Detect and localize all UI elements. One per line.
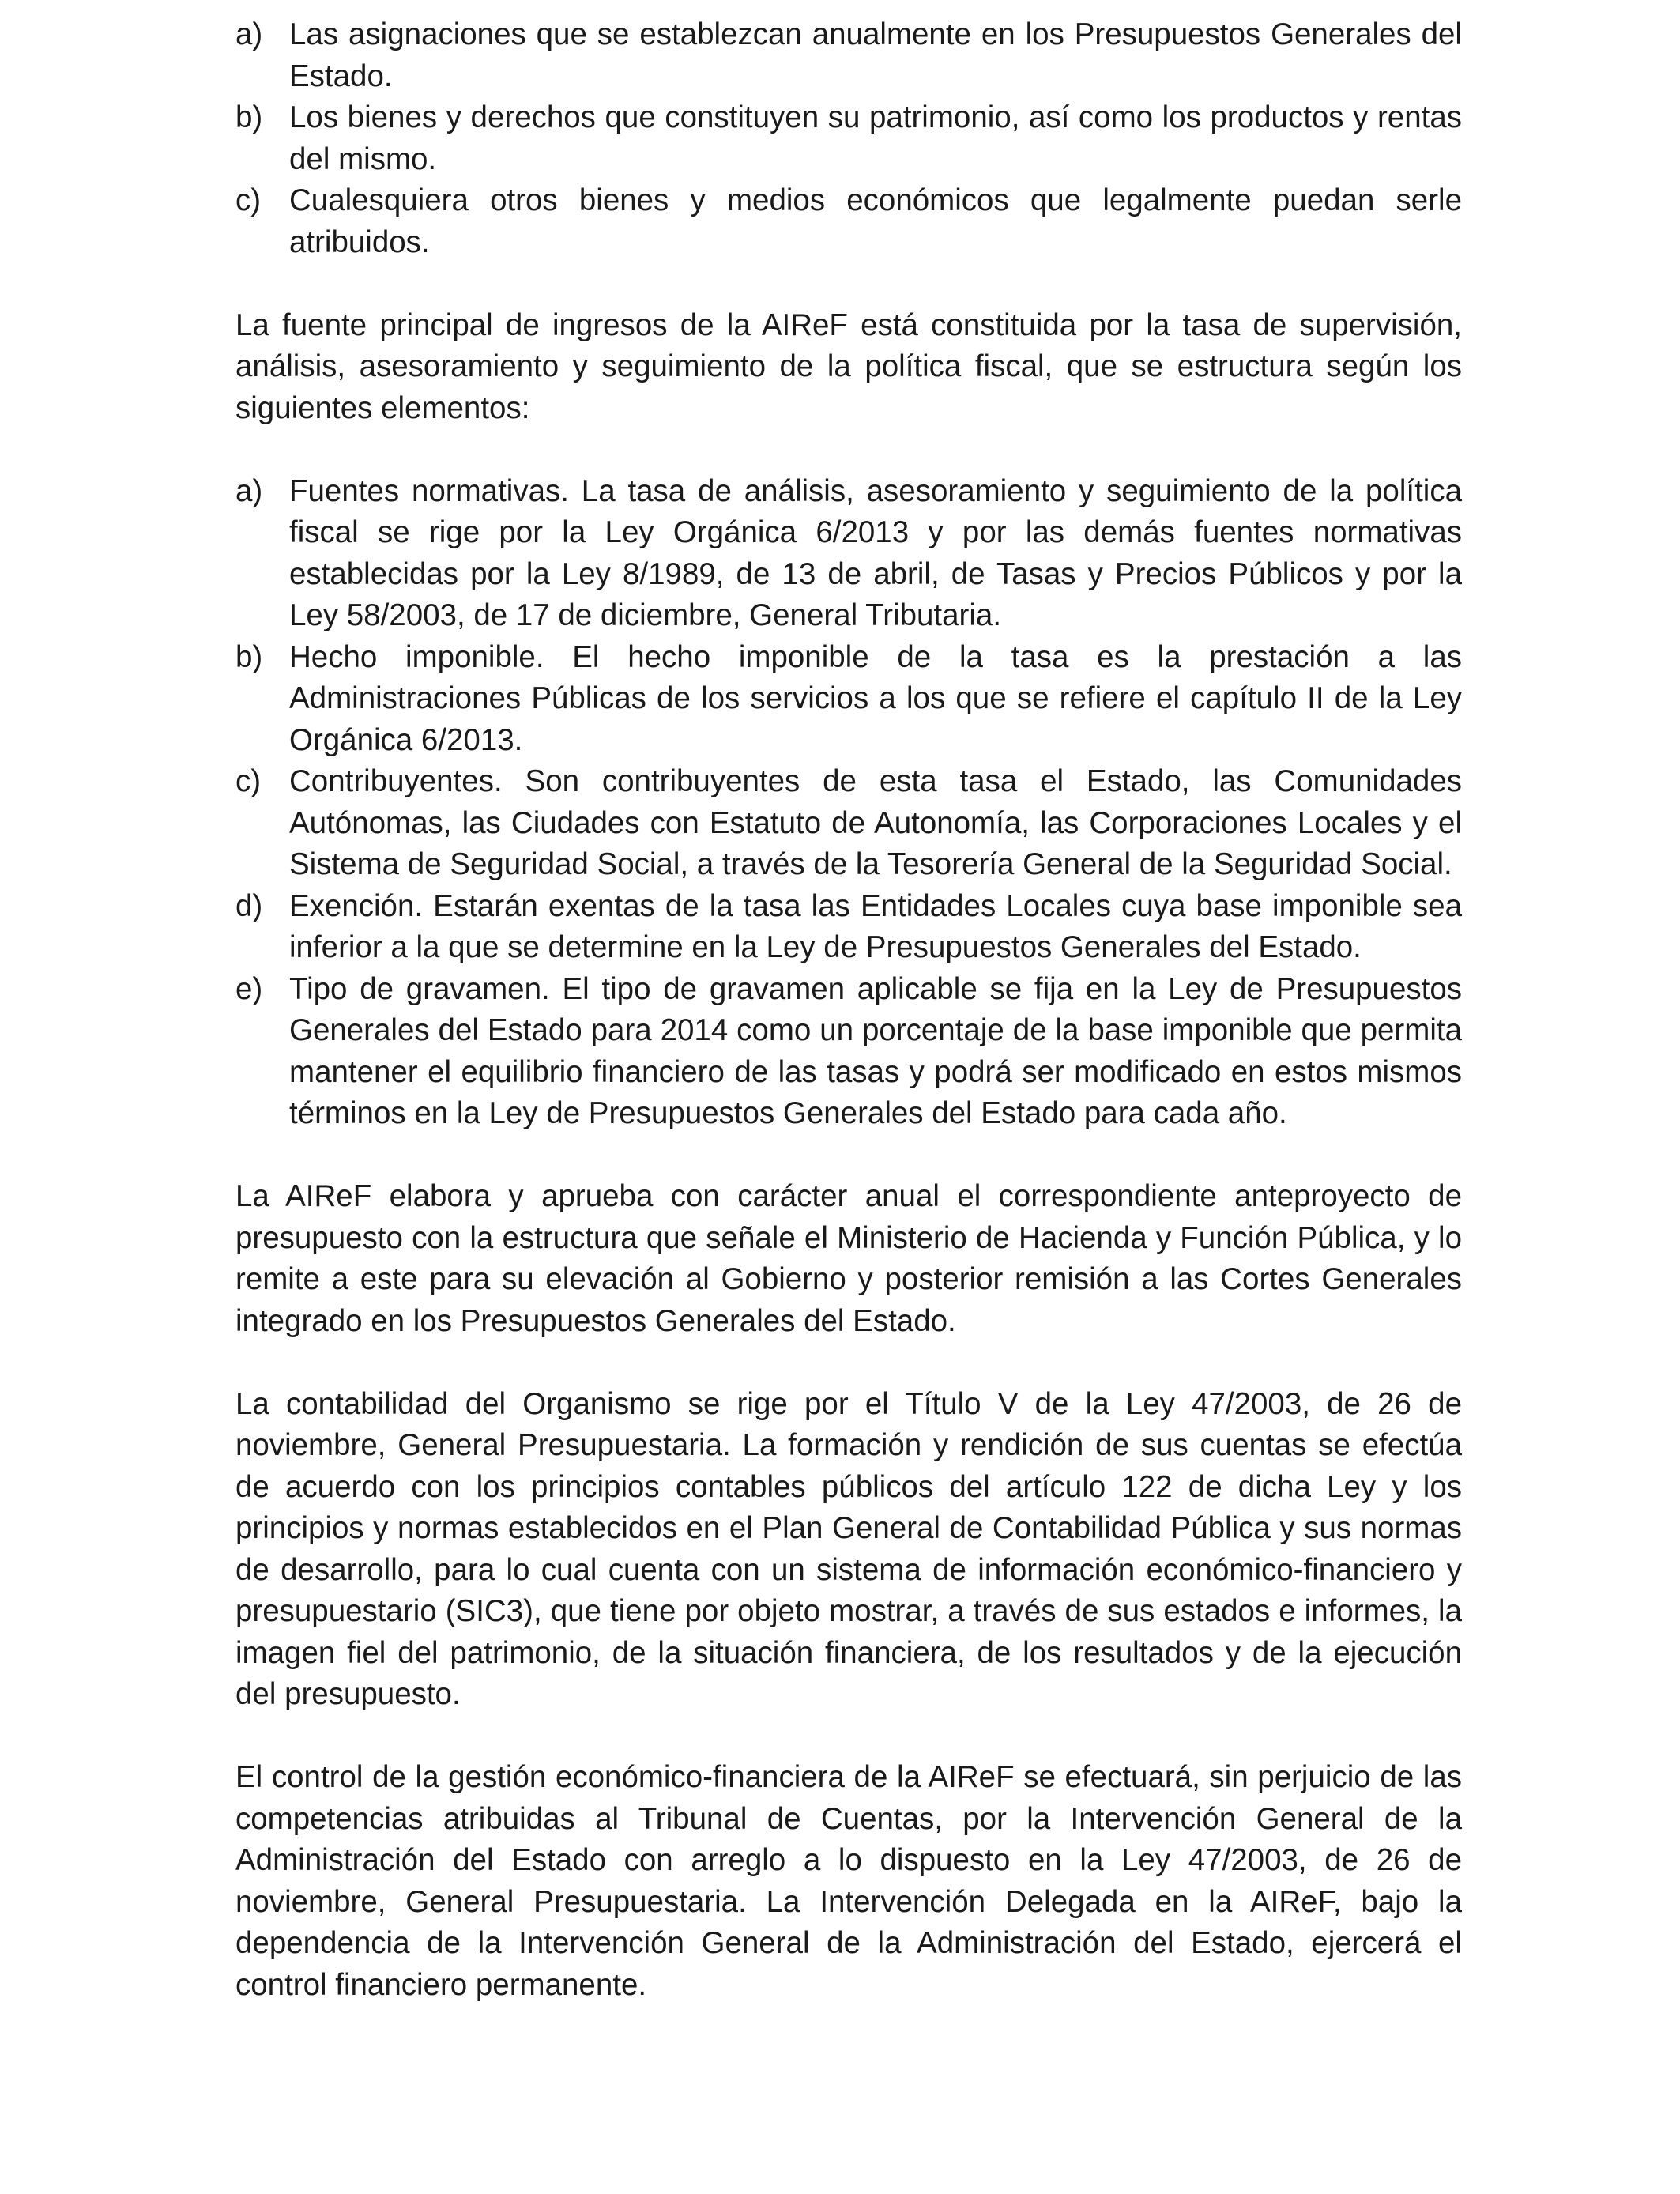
- list-item-text: Las asignaciones que se establezcan anualmente en los Presupuestos Generales del Estado.: [289, 17, 1462, 93]
- income-paragraph: La fuente principal de ingresos de la AIReF está constituida por la tasa de supervisión, análisis, asesoramiento y seguimiento de la política fiscal, que se estructura según los siguientes elementos:: [235, 307, 1462, 425]
- list-marker: d): [235, 888, 263, 923]
- list-item: [235, 180, 1462, 263]
- list-item: [235, 969, 1462, 1135]
- list-item: [235, 637, 1462, 762]
- list-item-text: Tipo de gravamen. El tipo de gravamen aplicable se fija en la Ley de Presupuestos Generales del Estado para 2014 como un porcentaje de la base imponible que permita mantener el equilibrio financiero de las tasas y podrá ser modificado en estos mismos términos en la Ley de Presupuestos Generales del Estado para cada año.: [289, 971, 1462, 1130]
- spacer: [235, 429, 1462, 471]
- list-item-text: Los bienes y derechos que constituyen su patrimonio, así como los productos y rentas del mismo.: [289, 100, 1462, 176]
- list-item-text: Fuentes normativas. La tasa de análisis, asesoramiento y seguimiento de la política fiscal se rige por la Ley Orgánica 6/2013 y por las demás fuentes normativas establecidas por la Ley 8/1989, de 13 de abril, de Tasas y Precios Públicos y por la Ley 58/2003, de 17 de diciembre, General Tributaria.: [289, 473, 1462, 632]
- spacer: [235, 1716, 1462, 1758]
- list-marker: a): [235, 473, 263, 508]
- spacer: [235, 263, 1462, 305]
- control-paragraph: El control de la gestión económico-financiera de la AIReF se efectuará, sin perjuicio de las competencias atribuidas al Tribunal de Cuentas, por la Intervención General de la Administración del Estado con arreglo a lo dispuesto en la Ley 47/2003, de 26 de noviembre, General Presupuestaria. La Intervención Delegada en la AIReF, bajo la dependencia de la Intervención General de la Administración del Estado, ejercerá el control financiero permanente.: [235, 1760, 1462, 2002]
- list-item-text: Exención. Estarán exentas de la tasa las Entidades Locales cuya base imponible sea inferior a la que se determine en la Ley de Presupuestos Generales del Estado.: [289, 888, 1462, 964]
- list-item: [235, 14, 1462, 97]
- list-item: [235, 761, 1462, 886]
- list-marker: e): [235, 971, 263, 1006]
- accounting-paragraph: La contabilidad del Organismo se rige por el Título V de la Ley 47/2003, de 26 de noviembre, General Presupuestaria. La formación y rendición de sus cuentas se efectúa de acuerdo con los principios contables públicos del artículo 122 de dicha Ley y los principios y normas establecidos en el Plan General de Contabilidad Pública y sus normas de desarrollo, para lo cual cuenta con un sistema de información económico-financiero y presupuestario (SIC3), que tiene por objeto mostrar, a través de sus estados e informes, la imagen fiel del patrimonio, de la situación financiera, de los resultados y de la ejecución del presupuesto.: [235, 1386, 1462, 1711]
- tax-elements-list: [235, 471, 1462, 1135]
- list-marker: b): [235, 100, 263, 134]
- list-marker: c): [235, 183, 262, 217]
- list-marker: a): [235, 17, 263, 51]
- document-body: [235, 14, 1462, 2006]
- funding-sources-list: [235, 14, 1462, 263]
- list-item-text: Contribuyentes. Son contribuyentes de esta tasa el Estado, las Comunidades Autónomas, las Ciudades con Estatuto de Autonomía, las Corporaciones Locales y el Sistema de Seguridad Social, a través de la Tesorería General de la Seguridad Social.: [289, 764, 1462, 881]
- list-marker: c): [235, 764, 262, 798]
- list-item: [235, 97, 1462, 180]
- spacer: [235, 1135, 1462, 1177]
- list-item-text: Hecho imponible. El hecho imponible de la tasa es la prestación a las Administraciones Públicas de los servicios a los que se refiere el capítulo II de la Ley Orgánica 6/2013.: [289, 639, 1462, 757]
- spacer: [235, 1342, 1462, 1384]
- list-item: [235, 471, 1462, 637]
- list-marker: b): [235, 639, 263, 674]
- list-item-text: Cualesquiera otros bienes y medios económicos que legalmente puedan serle atribuidos.: [289, 183, 1462, 259]
- budget-paragraph: La AIReF elabora y aprueba con carácter anual el correspondiente anteproyecto de presupuesto con la estructura que señale el Ministerio de Hacienda y Función Pública, y lo remite a este para su elevación al Gobierno y posterior remisión a las Cortes Generales integrado en los Presupuestos Generales del Estado.: [235, 1179, 1462, 1338]
- list-item: [235, 886, 1462, 969]
